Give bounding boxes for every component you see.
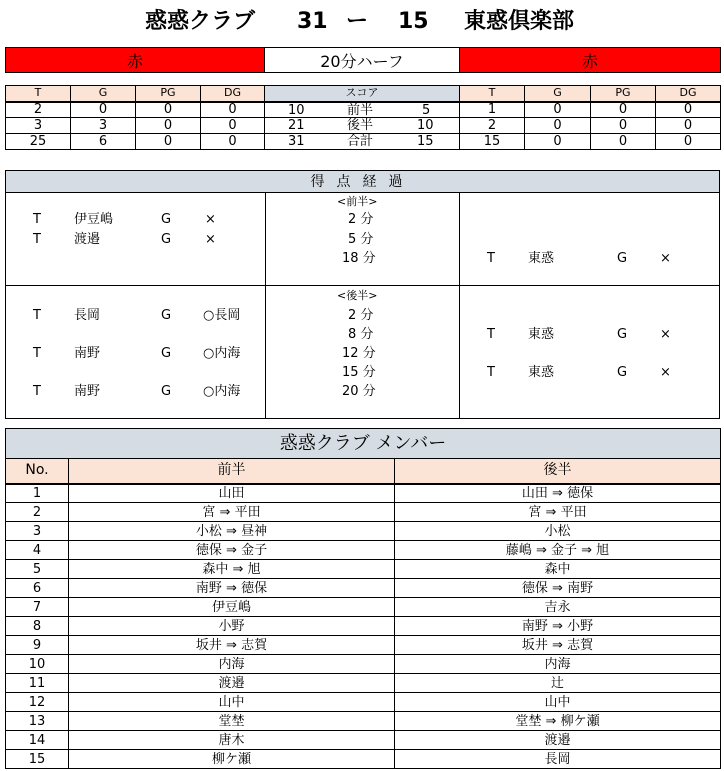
second-half-player: 堂埜 ⇒ 柳ケ瀬 (395, 712, 721, 731)
table-cell: 6 (71, 134, 136, 150)
away-points: 5 (422, 102, 431, 118)
score-table (5, 85, 721, 150)
table-row (6, 598, 721, 617)
col-header: T (460, 86, 525, 102)
member-number: 13 (6, 712, 69, 731)
second-half-player: 山中 (395, 693, 721, 712)
second-half-player: 山田 ⇒ 徳保 (395, 484, 721, 503)
home-points: 21 (288, 118, 305, 133)
score-dash: ー (346, 9, 369, 34)
score-time: 18 分 (342, 251, 376, 266)
member-number: 11 (6, 674, 69, 693)
table-row (6, 503, 721, 522)
member-number: 5 (6, 560, 69, 579)
second-half-player: 長岡 (395, 750, 721, 769)
col-header: G (525, 86, 591, 102)
score-type: T (487, 327, 495, 342)
member-number: 1 (6, 484, 69, 503)
goal-result: × (660, 365, 671, 380)
second-half-player: 渡邉 (395, 731, 721, 750)
member-number: 2 (6, 503, 69, 522)
score-row-total (6, 134, 721, 150)
away-jersey-color: 赤 (460, 48, 721, 73)
table-cell: 0 (201, 102, 265, 118)
goal-result: × (205, 212, 216, 227)
second-half-player: 辻 (395, 674, 721, 693)
second-half-player: 坂井 ⇒ 志賀 (395, 636, 721, 655)
score-cell (265, 102, 460, 118)
scorer: 東惑 (528, 327, 555, 342)
score-time: 2 分 (348, 212, 374, 227)
goal-label: G (161, 346, 172, 361)
member-number: 8 (6, 617, 69, 636)
home-team-name: 惑惑クラブ (145, 9, 256, 34)
table-cell: 2 (460, 118, 525, 134)
scorer: 渡邉 (74, 232, 101, 247)
first-half-label: <前半> (337, 195, 378, 208)
table-row (6, 712, 721, 731)
table-row (6, 731, 721, 750)
match-info-bar (5, 47, 721, 73)
table-cell: 0 (525, 134, 591, 150)
table-cell: 2 (6, 102, 71, 118)
goal-label: G (161, 308, 172, 323)
first-half-player: 小野 (69, 617, 395, 636)
scorer: 東惑 (528, 365, 555, 380)
table-cell: 15 (460, 134, 525, 150)
second-half-label: <後半> (337, 289, 378, 302)
goal-label: G (617, 327, 628, 342)
second-half-player: 藤嶋 ⇒ 金子 ⇒ 旭 (395, 541, 721, 560)
table-row (6, 617, 721, 636)
first-half-player: 伊豆嶋 (69, 598, 395, 617)
scorer: 南野 (74, 384, 101, 399)
score-type: T (33, 232, 41, 247)
scoring-progress-header: 得点経過 (6, 171, 719, 193)
second-half-player: 内海 (395, 655, 721, 674)
col-header-first-half: 前半 (69, 459, 395, 484)
member-number: 3 (6, 522, 69, 541)
goal-result: × (660, 327, 671, 342)
score-time: 8 分 (348, 327, 374, 342)
away-points: 10 (417, 118, 434, 133)
goal-label: G (161, 384, 172, 399)
col-header: PG (136, 86, 201, 102)
score-row-second-half (6, 118, 721, 134)
table-cell: 0 (136, 134, 201, 150)
second-half-player: 吉永 (395, 598, 721, 617)
home-points: 31 (288, 134, 305, 149)
goal-result: × (205, 232, 216, 247)
member-number: 6 (6, 579, 69, 598)
col-header-no: No. (6, 459, 69, 484)
table-row (6, 484, 721, 503)
member-table (5, 428, 721, 769)
table-cell: 0 (525, 118, 591, 134)
table-cell: 1 (460, 102, 525, 118)
goal-result: ○長岡 (203, 308, 241, 323)
period-label: 後半 (347, 118, 374, 133)
score-type: T (33, 212, 41, 227)
score-time: 15 分 (342, 365, 376, 380)
first-half-player: 堂埜 (69, 712, 395, 731)
first-half-player: 宮 ⇒ 平田 (69, 503, 395, 522)
table-cell: 0 (656, 134, 721, 150)
col-header: DG (656, 86, 721, 102)
divider (459, 193, 460, 418)
second-half-player: 南野 ⇒ 小野 (395, 617, 721, 636)
second-half-player: 宮 ⇒ 平田 (395, 503, 721, 522)
goal-label: G (161, 232, 172, 247)
scoring-progress-panel (5, 170, 720, 419)
goal-label: G (617, 251, 628, 266)
table-row (6, 522, 721, 541)
table-row (6, 560, 721, 579)
first-half-player: 山田 (69, 484, 395, 503)
divider (265, 193, 266, 418)
second-half-player: 徳保 ⇒ 南野 (395, 579, 721, 598)
score-row-first-half (6, 102, 721, 118)
scorer: 東惑 (528, 251, 555, 266)
score-cell (265, 134, 460, 150)
col-header-second-half: 後半 (395, 459, 721, 484)
col-header: PG (591, 86, 656, 102)
table-row (6, 579, 721, 598)
table-row (6, 636, 721, 655)
away-team-name: 東惑倶楽部 (464, 9, 575, 34)
col-header: スコア (265, 86, 460, 102)
table-cell: 0 (136, 118, 201, 134)
period-label: 前半 (347, 102, 374, 118)
member-rows (6, 484, 721, 769)
home-jersey-color: 赤 (6, 48, 265, 73)
goal-result: ○内海 (203, 346, 241, 361)
first-half-player: 内海 (69, 655, 395, 674)
member-number: 14 (6, 731, 69, 750)
goal-result: × (660, 251, 671, 266)
table-cell: 25 (6, 134, 71, 150)
table-row (6, 693, 721, 712)
first-half-player: 小松 ⇒ 昼神 (69, 522, 395, 541)
second-half-player: 森中 (395, 560, 721, 579)
member-number: 9 (6, 636, 69, 655)
table-cell: 0 (591, 118, 656, 134)
table-cell: 0 (591, 102, 656, 118)
score-header-row (6, 86, 721, 102)
home-total-score: 31 (297, 9, 328, 34)
score-type: T (33, 308, 41, 323)
first-half-player: 坂井 ⇒ 志賀 (69, 636, 395, 655)
scorer: 伊豆嶋 (74, 212, 114, 227)
table-cell: 0 (656, 118, 721, 134)
score-type: T (33, 384, 41, 399)
scorer: 南野 (74, 346, 101, 361)
table-cell: 3 (6, 118, 71, 134)
table-cell: 0 (525, 102, 591, 118)
goal-result: ○内海 (203, 384, 241, 399)
period-label: 合計 (347, 134, 374, 149)
table-row (6, 655, 721, 674)
member-number: 15 (6, 750, 69, 769)
score-time: 2 分 (348, 308, 374, 323)
table-cell: 0 (201, 118, 265, 134)
col-header: G (71, 86, 136, 102)
table-cell: 0 (656, 102, 721, 118)
home-points: 10 (288, 102, 305, 118)
member-number: 4 (6, 541, 69, 560)
away-total-score: 15 (398, 9, 429, 34)
table-row (6, 541, 721, 560)
goal-label: G (161, 212, 172, 227)
score-time: 12 分 (342, 346, 376, 361)
goal-label: G (617, 365, 628, 380)
col-header: DG (201, 86, 265, 102)
table-cell: 0 (71, 102, 136, 118)
half-format: 20分ハーフ (265, 48, 460, 73)
table-cell: 3 (71, 118, 136, 134)
first-half-player: 唐木 (69, 731, 395, 750)
score-cell (265, 118, 460, 134)
member-table-caption: 惑惑クラブ メンバー (6, 429, 721, 459)
score-type: T (487, 251, 495, 266)
first-half-player: 柳ケ瀬 (69, 750, 395, 769)
member-number: 12 (6, 693, 69, 712)
first-half-player: 山中 (69, 693, 395, 712)
divider (6, 285, 719, 286)
member-number: 7 (6, 598, 69, 617)
table-cell: 0 (591, 134, 656, 150)
table-cell: 0 (136, 102, 201, 118)
table-row (6, 674, 721, 693)
col-header: T (6, 86, 71, 102)
member-number: 10 (6, 655, 69, 674)
table-cell: 0 (201, 134, 265, 150)
table-row (6, 750, 721, 769)
scorer: 長岡 (74, 308, 101, 323)
first-half-player: 徳保 ⇒ 金子 (69, 541, 395, 560)
first-half-player: 南野 ⇒ 徳保 (69, 579, 395, 598)
away-points: 15 (417, 134, 434, 149)
second-half-player: 小松 (395, 522, 721, 541)
score-time: 5 分 (348, 232, 374, 247)
score-time: 20 分 (342, 384, 376, 399)
first-half-player: 森中 ⇒ 旭 (69, 560, 395, 579)
first-half-player: 渡邉 (69, 674, 395, 693)
score-type: T (33, 346, 41, 361)
score-type: T (487, 365, 495, 380)
match-title (0, 6, 724, 38)
